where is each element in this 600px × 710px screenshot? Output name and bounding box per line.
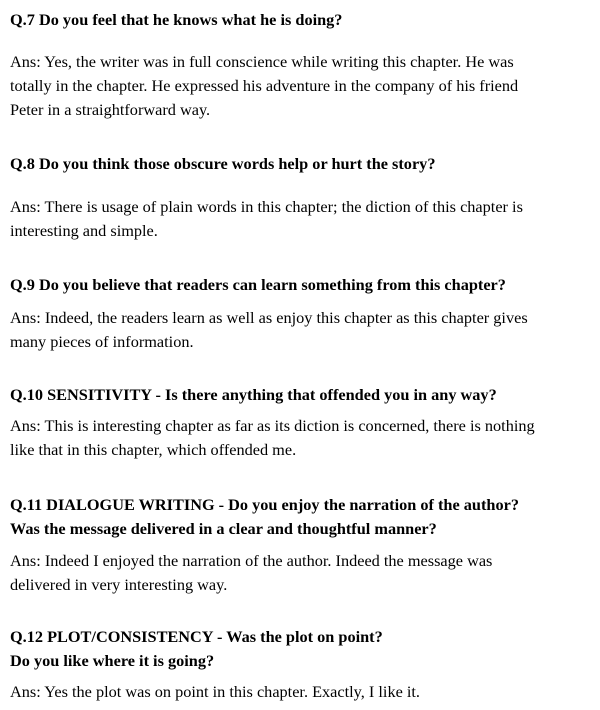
answer-line: Ans: Yes, the writer was in full conscience while writing this chapter. He was bbox=[10, 52, 514, 71]
answer-9 bbox=[10, 306, 595, 354]
answer-line: Ans: Indeed I enjoyed the narration of the author. Indeed the message was bbox=[10, 551, 493, 570]
answer-line: delivered in very interesting way. bbox=[10, 575, 228, 594]
answer-8 bbox=[10, 195, 595, 243]
answer-line: many pieces of information. bbox=[10, 332, 194, 351]
answer-line: Ans: This is interesting chapter as far as its diction is concerned, there is nothing bbox=[10, 416, 535, 435]
answer-line: totally in the chapter. He expressed his adventure in the company of his friend bbox=[10, 76, 519, 95]
answer-line: like that in this chapter, which offended me. bbox=[10, 440, 297, 459]
question-line: Was the message delivered in a clear and thoughtful manner? bbox=[10, 519, 437, 538]
question-9 bbox=[10, 273, 595, 297]
question-line: Q.8 Do you think those obscure words help or hurt the story? bbox=[10, 154, 436, 173]
question-10 bbox=[10, 383, 595, 407]
question-line: Q.7 Do you feel that he knows what he is doing? bbox=[10, 10, 343, 29]
answer-10 bbox=[10, 414, 595, 462]
answer-11 bbox=[10, 549, 595, 597]
question-7 bbox=[10, 8, 595, 32]
question-line: Q.9 Do you believe that readers can learn something from this chapter? bbox=[10, 275, 506, 294]
question-11 bbox=[10, 493, 595, 541]
question-8 bbox=[10, 152, 595, 176]
question-line: Do you like where it is going? bbox=[10, 651, 215, 670]
answer-12 bbox=[10, 680, 595, 704]
answer-7 bbox=[10, 50, 595, 122]
answer-line: Peter in a straightforward way. bbox=[10, 100, 211, 119]
answer-line: Ans: Yes the plot was on point in this chapter. Exactly, I like it. bbox=[10, 682, 421, 701]
question-line: Q.12 PLOT/CONSISTENCY - Was the plot on point? bbox=[10, 627, 383, 646]
answer-line: interesting and simple. bbox=[10, 221, 158, 240]
question-12 bbox=[10, 625, 595, 673]
question-line: Q.10 SENSITIVITY - Is there anything that offended you in any way? bbox=[10, 385, 497, 404]
answer-line: Ans: Indeed, the readers learn as well as enjoy this chapter as this chapter gives bbox=[10, 308, 528, 327]
answer-line: Ans: There is usage of plain words in this chapter; the diction of this chapter is bbox=[10, 197, 523, 216]
question-line: Q.11 DIALOGUE WRITING - Do you enjoy the narration of the author? bbox=[10, 495, 519, 514]
